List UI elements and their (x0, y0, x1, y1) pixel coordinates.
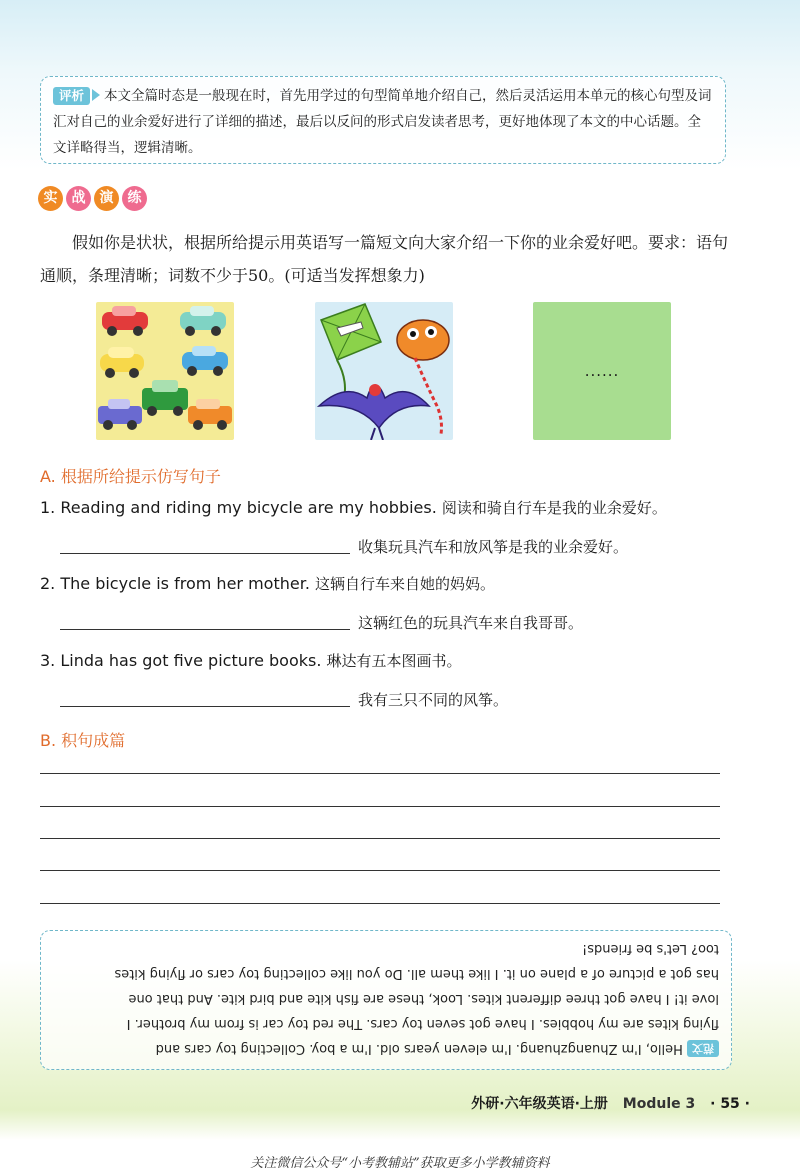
module-label: Module 3 (622, 1096, 696, 1112)
model-tag: 范文 (687, 1040, 719, 1057)
car-icon (100, 347, 144, 378)
toy-cars-illustration (96, 302, 234, 440)
toy-cars-picture (96, 302, 234, 440)
answer-blank-1[interactable] (60, 553, 350, 554)
more-hobbies-picture (533, 302, 671, 440)
model-essay-rotated (41, 931, 731, 1069)
prompt-3: 我有三只不同的风筝。 (358, 691, 509, 709)
section-title-char: 实 (38, 186, 63, 211)
comment-tag: 评析 (53, 87, 90, 105)
comment-text: 本文全篇时态是一般现在时，首先用学过的句型简单地介绍自己，然后灵活运用本单元的核心句型及词汇对自己的业余爱好进行了详细的描述，最后以反问的形式启发读者思考，更好地体现了本文的中心话题。全文详略得当，逻辑清晰。 (53, 88, 712, 156)
car-icon (142, 380, 188, 416)
comment-box (40, 76, 726, 164)
section-title (38, 186, 147, 211)
car-icon (180, 306, 226, 336)
answer-blank-3[interactable] (60, 706, 350, 707)
question-1 (40, 497, 667, 518)
part-b-title: B. 积句成篇 (40, 731, 126, 750)
model-line-text: Hello, I'm Zhuangzhuang. I'm eleven years old. I'm a boy. Collecting toy cars and (155, 1041, 683, 1056)
writing-line[interactable] (40, 773, 720, 774)
question-1-en: 1. Reading and riding my bicycle are my hobbies. (40, 498, 437, 517)
model-line (53, 1036, 719, 1061)
question-3-en: 3. Linda has got five picture books. (40, 651, 322, 670)
question-3-cn: 琳达有五本图画书。 (326, 652, 462, 670)
model-line: too? Let's be friends! (581, 941, 719, 956)
page-footer (471, 1093, 750, 1113)
prompt-2: 这辆红色的玩具汽车来自我哥哥。 (358, 614, 584, 632)
car-icon (102, 306, 148, 336)
question-2 (40, 573, 495, 594)
section-title-char: 演 (94, 186, 119, 211)
bird-kite-icon (319, 384, 429, 440)
model-line: flying kites are my hobbies. I have got seven toy cars. The red toy car is from my brother. I (126, 1016, 719, 1031)
section-title-char: 练 (122, 186, 147, 211)
prompt-1: 收集玩具汽车和放风筝是我的业余爱好。 (358, 538, 629, 556)
kites-picture (315, 302, 453, 440)
writing-line[interactable] (40, 870, 720, 871)
question-1-cn: 阅读和骑自行车是我的业余爱好。 (441, 499, 667, 517)
fish-kite-icon (397, 320, 449, 434)
book-title: 外研·六年级英语·上册 (471, 1096, 608, 1112)
bottom-note: 关注微信公众号“小考教辅站”获取更多小学教辅资料 (250, 1156, 550, 1171)
task-instructions: 假如你是状状，根据所给提示用英语写一篇短文向大家介绍一下你的业余爱好吧。要求：语句通顺，条理清晰；词数不少于50。(可适当发挥想象力) (40, 233, 729, 285)
arrow-icon (92, 89, 100, 101)
model-essay-box (40, 930, 732, 1070)
question-2-cn: 这辆自行车来自她的妈妈。 (315, 575, 496, 593)
writing-line[interactable] (40, 806, 720, 807)
answer-blank-2[interactable] (60, 629, 350, 630)
section-title-char: 战 (66, 186, 91, 211)
car-icon (98, 399, 142, 430)
writing-line[interactable] (40, 838, 720, 839)
ellipsis-text: ...... (584, 362, 620, 380)
kites-illustration (315, 302, 453, 440)
question-2-en: 2. The bicycle is from her mother. (40, 574, 310, 593)
page-number: · 55 · (710, 1096, 750, 1112)
model-line: love it! I have got three different kites. Look, these are fish kite and bird kite. And that one (128, 991, 719, 1006)
writing-line[interactable] (40, 903, 720, 904)
part-a-title: A. 根据所给提示仿写句子 (40, 467, 221, 486)
question-3 (40, 650, 462, 671)
car-icon (188, 399, 232, 430)
car-icon (182, 346, 228, 376)
model-line: has got a picture of a plane on it. I like them all. Do you like collecting toy cars or flying kites (114, 966, 719, 981)
